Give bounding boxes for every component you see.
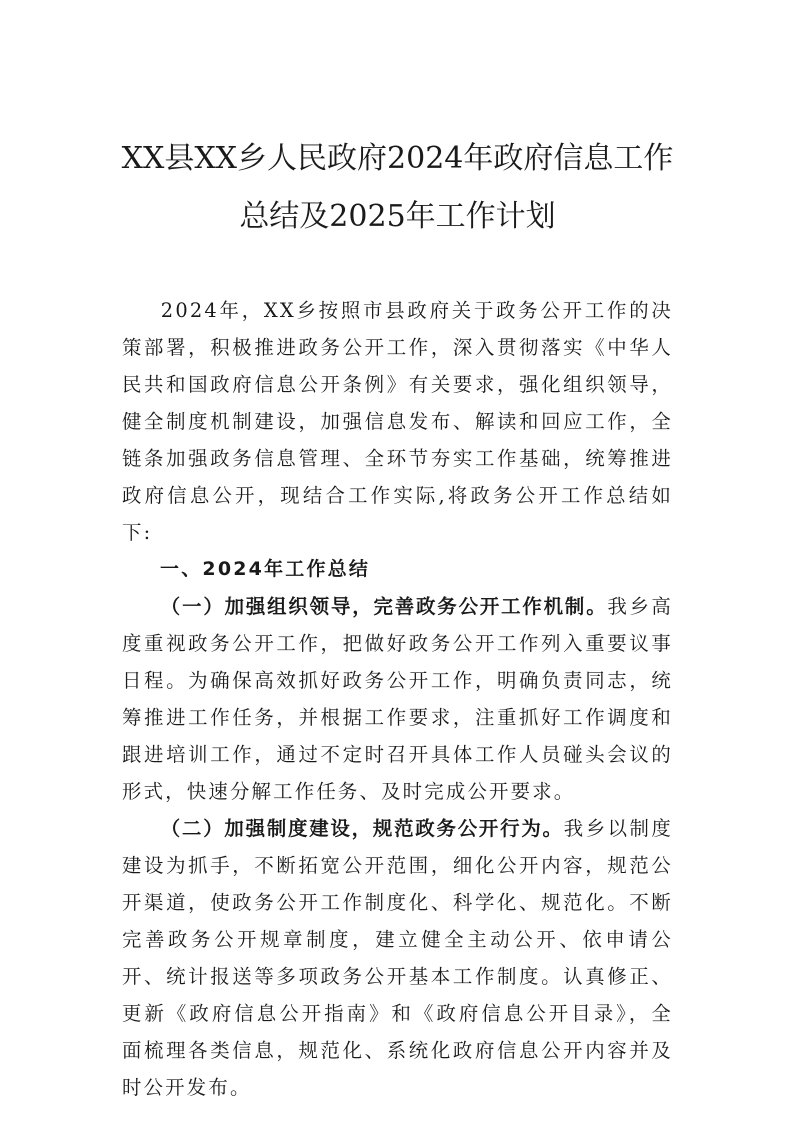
item-2-body: 我乡以制度建设为抓手，不断拓宽公开范围，细化公开内容，规范公开渠道，使政务公开工作制度化、科学化、规范化。不断完善政务公开规章制度，建立健全主动公开、依申请公开、统计报送等多项政务公开基本工作制度。认真修正、更新《政府信息公开指南》和《政府信息公开目录》，全面梳理各类信息，规范化、系统化政府信息公开内容并及时公开发布。 [122, 817, 674, 1099]
item-1-lead: （一）加强组织领导，完善政务公开工作机制。 [160, 595, 608, 618]
section-1-heading: 一、2024年工作总结 [160, 558, 371, 580]
item-2-lead: （二）加强制度建设，规范政务公开行为。 [160, 817, 564, 840]
title-line-2: 总结及2025年工作计划 [239, 199, 556, 234]
document-body [122, 292, 673, 1106]
section-1-item-2 [122, 810, 673, 1106]
document-title [92, 130, 703, 246]
item-1-body: 我乡高度重视政务公开工作，把做好政务公开工作列入重要议事日程。为确保高效抓好政务公开工作，明确负责同志，统筹推进工作任务，并根据工作要求，注重抓好工作调度和跟进培训工作，通过不定时召开具体工作人员碰头会议的形式，快速分解工作任务、及时完成公开要求。 [122, 595, 673, 803]
title-line-1: XX县XX乡人民政府2024年政府信息工作 [121, 141, 674, 176]
section-1-item-1 [122, 588, 673, 810]
intro-paragraph: 2024年，XX乡按照市县政府关于政务公开工作的决策部署，积极推进政务公开工作，深入贯彻落实《中华人民共和国政府信息公开条例》有关要求，强化组织领导，健全制度机制建设，加强信息发布、解读和回应工作，全链条加强政务信息管理、全环节夯实工作基础，统筹推进政府信息公开，现结合工作实际,将政务公开工作总结如下: [122, 299, 673, 544]
